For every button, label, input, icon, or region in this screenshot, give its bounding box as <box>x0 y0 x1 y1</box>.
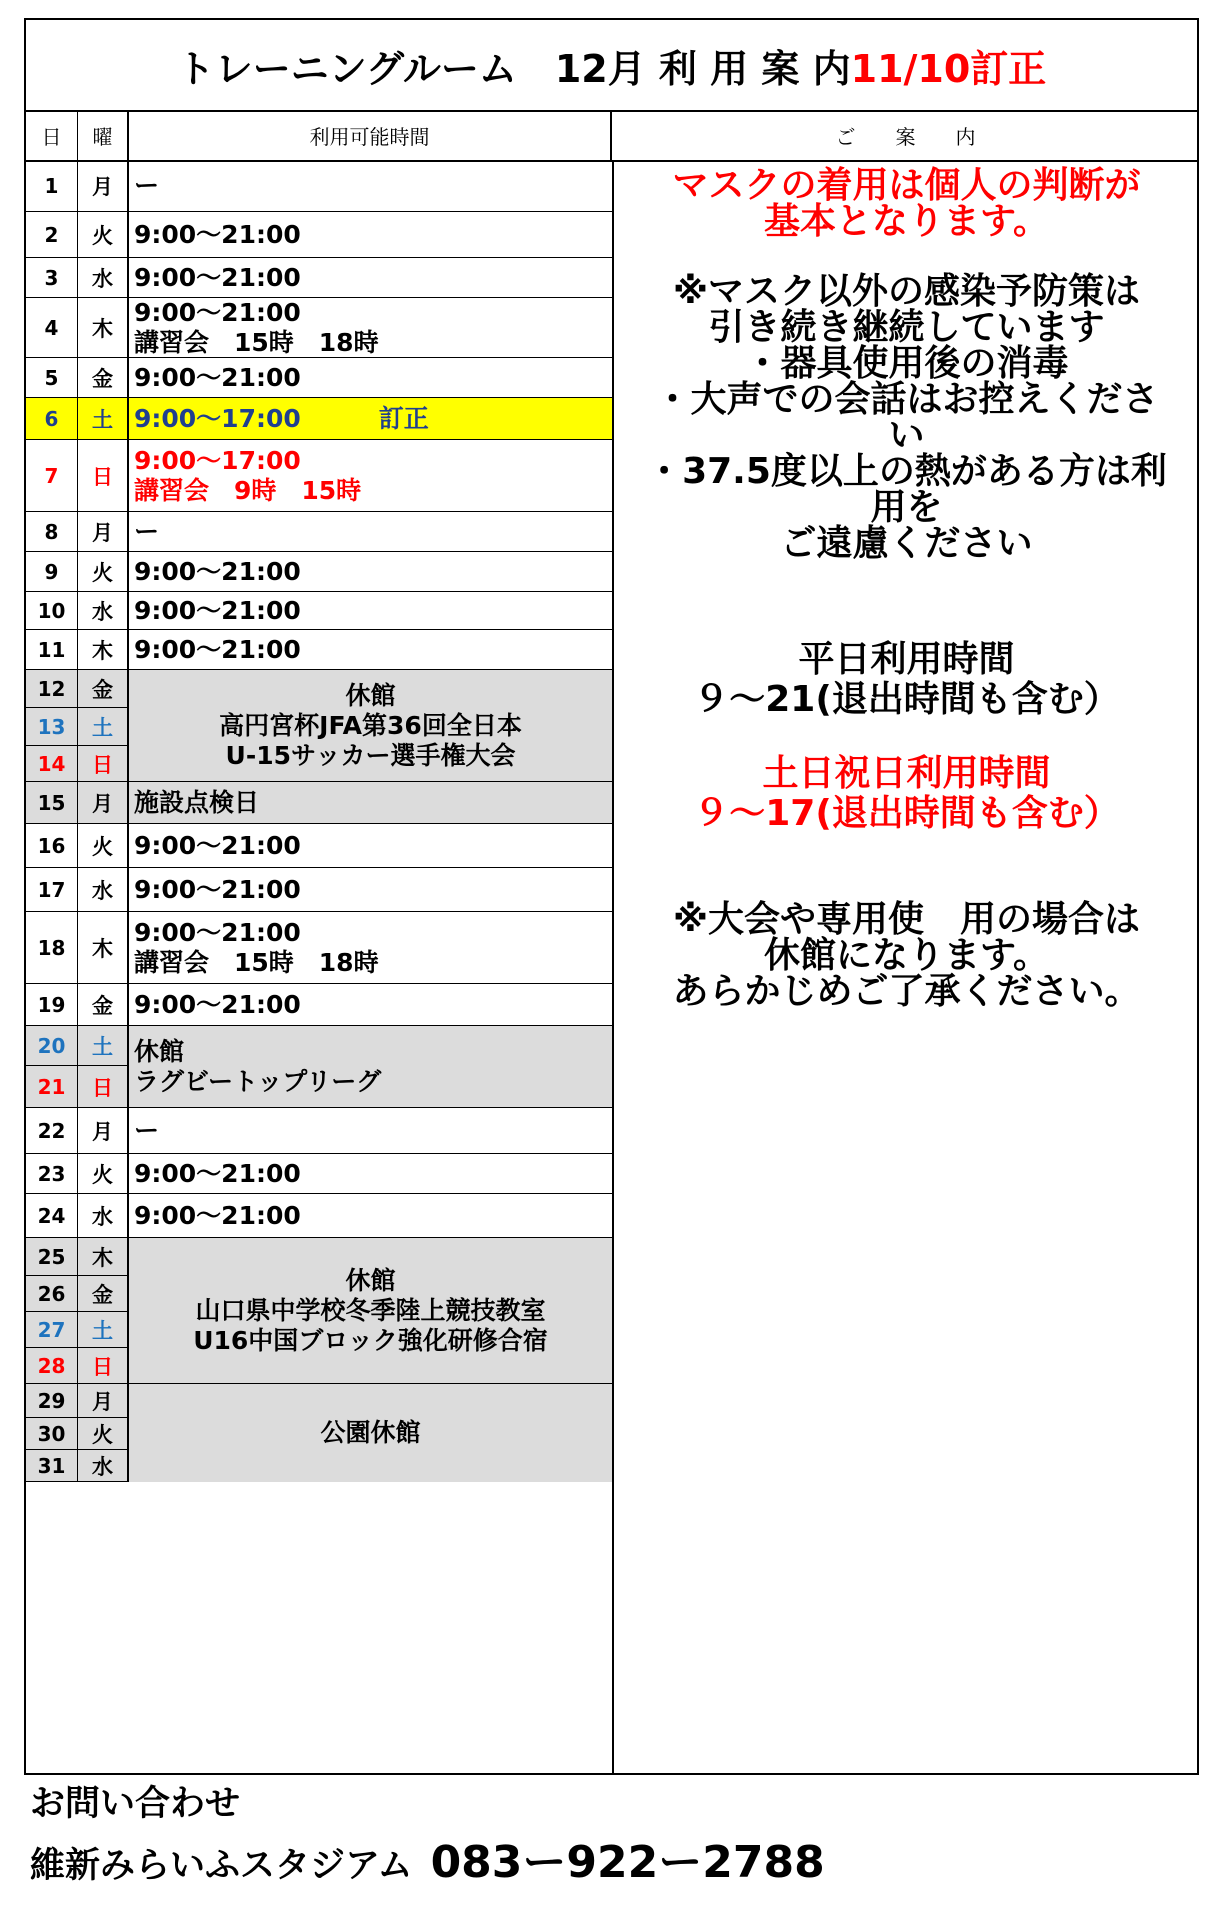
weekday-4: 木 <box>78 298 129 358</box>
header-day: 日 <box>26 110 78 160</box>
weekend-hours-title: 土日祝日利用時間 <box>762 753 1051 794</box>
weekday-30: 火 <box>78 1418 129 1450</box>
table-header <box>26 110 1197 162</box>
phone-number: 083ー922ー2788 <box>430 1837 825 1888</box>
day-number-16: 16 <box>26 824 78 868</box>
weekday-12: 金 <box>78 670 129 708</box>
hours-day-6-time: 9:00〜17:00 <box>134 403 301 433</box>
hours-day-4-lecture: 講習会 15時 18時 <box>134 327 379 357</box>
closed-label: 休館 <box>345 1265 396 1295</box>
event-line-2: U16中国ブロック強化研修合宿 <box>193 1325 548 1355</box>
day-number-25: 25 <box>26 1238 78 1276</box>
hours-day-19: 9:00〜21:00 <box>129 984 612 1026</box>
event-line-1: 高円宮杯JFA第36回全日本 <box>219 710 522 740</box>
day-number-6: 6 <box>26 398 78 440</box>
notes-panel <box>612 160 1199 1773</box>
weekday-11: 木 <box>78 630 129 670</box>
weekday-27: 土 <box>78 1312 129 1348</box>
weekday-26: 金 <box>78 1276 129 1312</box>
hours-day-2: 9:00〜21:00 <box>129 212 612 258</box>
hours-day-16: 9:00〜21:00 <box>129 824 612 868</box>
contact-line <box>30 1826 825 1890</box>
day-number-10: 10 <box>26 592 78 630</box>
hours-day-23: 9:00〜21:00 <box>129 1154 612 1194</box>
weekday-1: 月 <box>78 160 129 212</box>
day-number-15: 15 <box>26 782 78 824</box>
day-number-8: 8 <box>26 512 78 552</box>
day-number-22: 22 <box>26 1108 78 1154</box>
weekday-28: 日 <box>78 1348 129 1384</box>
day-number-3: 3 <box>26 258 78 298</box>
weekday-14: 日 <box>78 746 129 782</box>
hours-day-24: 9:00〜21:00 <box>129 1194 612 1238</box>
weekday-23: 火 <box>78 1154 129 1194</box>
weekday-20: 土 <box>78 1026 129 1066</box>
day-number-19: 19 <box>26 984 78 1026</box>
hours-day-15: 施設点検日 <box>129 782 612 824</box>
revision-label: 11/10訂正 <box>850 46 1047 91</box>
weekday-29: 月 <box>78 1384 129 1418</box>
weekday-31: 水 <box>78 1450 129 1482</box>
hours-day-4-time: 9:00〜21:00 <box>134 297 301 327</box>
weekday-16: 火 <box>78 824 129 868</box>
prevention-note-7: 用を <box>870 487 943 528</box>
header-weekday: 曜 <box>78 110 129 160</box>
day-number-1: 1 <box>26 160 78 212</box>
weekday-10: 水 <box>78 592 129 630</box>
day-number-28: 28 <box>26 1348 78 1384</box>
hours-day-17: 9:00〜21:00 <box>129 868 612 912</box>
hours-day-8: ー <box>129 512 612 552</box>
hours-day-22: ー <box>129 1108 612 1154</box>
hours-day-18-time: 9:00〜21:00 <box>134 917 301 947</box>
day-number-17: 17 <box>26 868 78 912</box>
day-number-12: 12 <box>26 670 78 708</box>
weekday-2: 火 <box>78 212 129 258</box>
hours-day-10: 9:00〜21:00 <box>129 592 612 630</box>
weekday-3: 水 <box>78 258 129 298</box>
weekday-hours-title: 平日利用時間 <box>798 639 1015 680</box>
weekday-19: 金 <box>78 984 129 1026</box>
weekday-22: 月 <box>78 1108 129 1154</box>
weekend-hours-value: ９〜17(退出時間も含む） <box>693 793 1120 834</box>
weekday-21: 日 <box>78 1066 129 1108</box>
weekday-7: 日 <box>78 440 129 512</box>
hours-day-9: 9:00〜21:00 <box>129 552 612 592</box>
closed-label: 休館 <box>134 1036 185 1066</box>
header-hours: 利用可能時間 <box>129 110 612 160</box>
day-number-7: 7 <box>26 440 78 512</box>
hours-day-18 <box>129 912 612 984</box>
hours-day-1: ー <box>129 160 612 212</box>
prevention-note-8: ご遠慮ください <box>780 523 1033 564</box>
hours-day-7 <box>129 440 612 512</box>
correction-note: 訂正 <box>378 403 429 433</box>
hours-day-18-lecture: 講習会 15時 18時 <box>134 947 379 977</box>
mask-note-1: マスクの着用は個人の判断が <box>672 165 1141 206</box>
page-title <box>26 20 1197 112</box>
schedule-table <box>26 160 612 1773</box>
closure-note-1: ※大会や専用使 用の場合は <box>673 899 1140 940</box>
venue-name: 維新みらいふスタジアム <box>30 1846 413 1886</box>
header-notes: ご 案 内 <box>835 124 976 149</box>
prevention-note-2: 引き続き継続しています <box>708 307 1105 348</box>
day-number-20: 20 <box>26 1026 78 1066</box>
event-line-1: ラグビートップリーグ <box>134 1066 382 1096</box>
weekday-9: 火 <box>78 552 129 592</box>
weekday-13: 土 <box>78 708 129 746</box>
day-number-11: 11 <box>26 630 78 670</box>
day-number-30: 30 <box>26 1418 78 1450</box>
prevention-note-5: い <box>888 415 925 456</box>
day-number-29: 29 <box>26 1384 78 1418</box>
day-number-13: 13 <box>26 708 78 746</box>
day-number-9: 9 <box>26 552 78 592</box>
day-number-2: 2 <box>26 212 78 258</box>
event-line-2: U-15サッカー選手権大会 <box>225 740 516 770</box>
schedule-sheet <box>24 18 1199 1775</box>
weekday-24: 水 <box>78 1194 129 1238</box>
prevention-note-1: ※マスク以外の感染予防策は <box>673 271 1140 312</box>
day-number-26: 26 <box>26 1276 78 1312</box>
hours-day-4 <box>129 298 612 358</box>
event-line-1: 山口県中学校冬季陸上競技教室 <box>195 1295 546 1325</box>
day-number-24: 24 <box>26 1194 78 1238</box>
weekday-5: 金 <box>78 358 129 398</box>
closed-block-29-31: 公園休館 <box>129 1384 612 1482</box>
day-number-18: 18 <box>26 912 78 984</box>
prevention-note-4: ・大声での会話はお控えくださ <box>654 379 1159 420</box>
weekday-15: 月 <box>78 782 129 824</box>
hours-day-6 <box>129 398 612 440</box>
mask-note-2: 基本となります。 <box>763 201 1050 242</box>
prevention-note-3: ・器具使用後の消毒 <box>744 343 1069 384</box>
hours-day-5: 9:00〜21:00 <box>129 358 612 398</box>
weekday-6: 土 <box>78 398 129 440</box>
prevention-note-6: ・37.5度以上の熱がある方は利 <box>646 451 1167 492</box>
closure-note-3: あらかじめご了承ください。 <box>672 971 1141 1012</box>
day-number-5: 5 <box>26 358 78 398</box>
day-number-14: 14 <box>26 746 78 782</box>
weekday-18: 木 <box>78 912 129 984</box>
title-text: トレーニングルーム 12月 利 用 案 内 <box>176 46 851 91</box>
weekday-17: 水 <box>78 868 129 912</box>
contact-label: お問い合わせ <box>30 1784 241 1824</box>
closed-block-12-14 <box>129 670 612 782</box>
hours-day-11: 9:00〜21:00 <box>129 630 612 670</box>
closed-block-20-21 <box>129 1026 612 1108</box>
weekday-25: 木 <box>78 1238 129 1276</box>
closed-label: 休館 <box>345 680 396 710</box>
closed-block-25-28 <box>129 1238 612 1384</box>
hours-day-7-lecture: 講習会 9時 15時 <box>134 475 362 505</box>
weekday-hours-value: ９〜21(退出時間も含む） <box>693 679 1120 720</box>
day-number-4: 4 <box>26 298 78 358</box>
closure-note-2: 休館になります。 <box>763 935 1050 976</box>
day-number-23: 23 <box>26 1154 78 1194</box>
hours-day-3: 9:00〜21:00 <box>129 258 612 298</box>
weekday-8: 月 <box>78 512 129 552</box>
day-number-21: 21 <box>26 1066 78 1108</box>
day-number-27: 27 <box>26 1312 78 1348</box>
hours-day-7-time: 9:00〜17:00 <box>134 445 301 475</box>
day-number-31: 31 <box>26 1450 78 1482</box>
